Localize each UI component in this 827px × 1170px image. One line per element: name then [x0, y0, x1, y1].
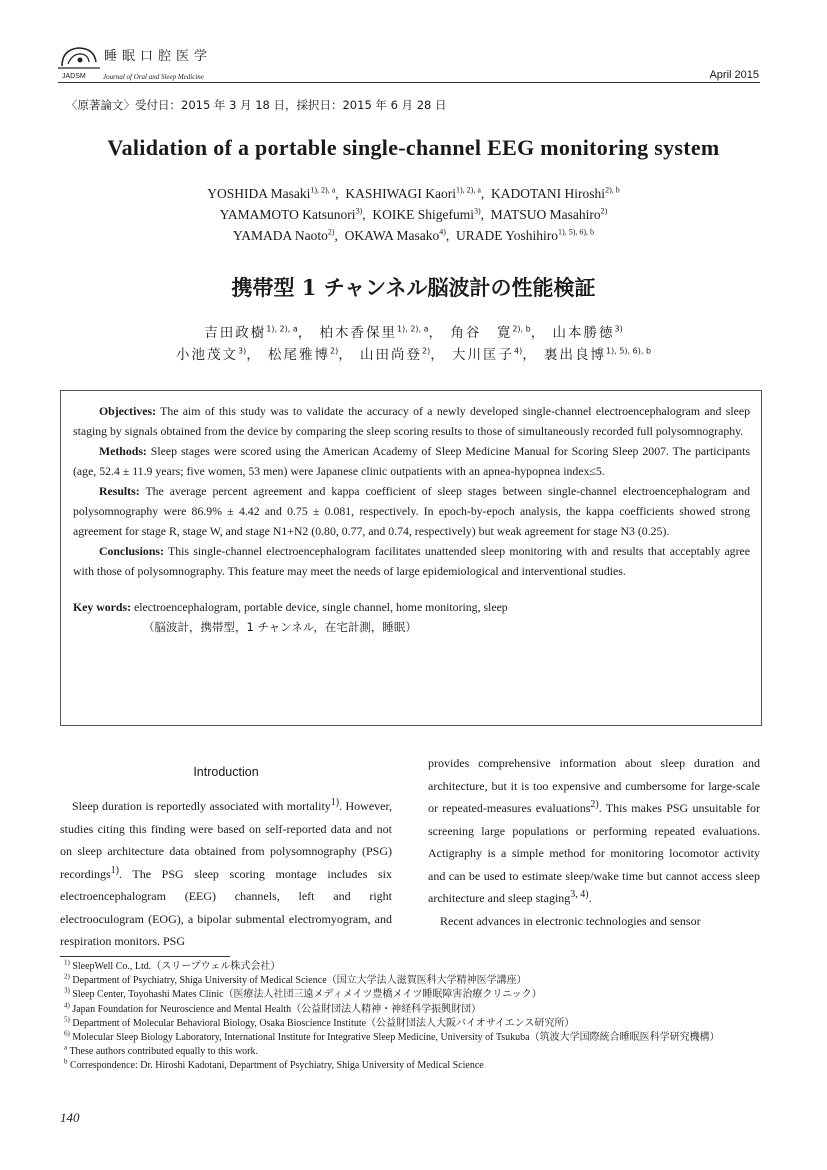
author-name: YAMAMOTO Katsunori: [219, 207, 356, 222]
author-name-jp: 大川匡子: [452, 347, 515, 363]
footnotes: [64, 960, 764, 1074]
author-affiliation: 2), b: [512, 324, 531, 334]
author-affiliation: 2): [330, 346, 339, 356]
footnote-text: SleepWell Co., Ltd.（スリープウェル株式会社）: [72, 961, 281, 972]
footnote: [64, 1045, 764, 1059]
citation: 2): [590, 799, 599, 810]
results-text: The average percent agreement and kappa coefficient of sleep stages between single-channel electroencephalogram and polysomnography were 86.9% ± 4.42 and 0.75 ± 0.081, respectively. In epoch-by-epoch analysis, the kappa coefficients showed strong agreement for stage R, stage W, and stage N1+N2 (0.80, 0.77, and 0.74, respectively) but weak agreement for stage N3 (0.25).: [73, 484, 750, 538]
author-line: YAMAMOTO Katsunori$^{3)}$, KOIKE Shigefumi$^{3)}$, MATSUO Masahiro$^{2)}$: [219, 206, 608, 222]
abstract-text: [73, 401, 750, 637]
author-name-jp: 小池茂文: [175, 347, 238, 363]
author-affiliation: 2): [422, 346, 431, 356]
footnote-text: Japan Foundation for Neuroscience and Mental Health（公益財団法人精神・神経科学振興財団）: [72, 1003, 482, 1015]
footnote-mark: 2): [64, 972, 70, 981]
journal-name-jp: 睡眠口腔医学: [104, 49, 213, 64]
footnote-mark: a: [64, 1043, 68, 1052]
body-paragraph: Recent advances in electronic technologies and sensor: [440, 913, 701, 928]
abstract-objectives: [73, 401, 750, 441]
footnote: [64, 1031, 764, 1045]
body-column-right: [428, 752, 760, 932]
author-name: YAMADA Naoto: [232, 228, 328, 243]
journal-abbreviation: JADSM: [62, 73, 86, 80]
author-name-jp: 松尾雅博: [268, 347, 330, 363]
keywords-text: electroencephalogram, portable device, single channel, home monitoring, sleep: [133, 600, 508, 614]
abstract-results: [73, 481, 750, 541]
paper-title-jp: 携帯型 1 チャンネル脳波計の性能検証: [231, 275, 596, 300]
citation: 1): [110, 864, 119, 876]
author-name: URADE Yoshihiro: [456, 228, 559, 243]
author-name: KADOTANI Hiroshi: [491, 186, 606, 201]
author-affiliation: 2), b: [605, 185, 620, 195]
footnote-mark: 3): [64, 987, 70, 996]
submission-dates: 〈原著論文〉受付日：2015 年 3 月 18 日，採択日：2015 年 6 月 28 日: [66, 98, 447, 112]
author-affiliation: 1), 5), 6), b: [606, 346, 652, 356]
body-paragraph: [60, 795, 392, 953]
footnote: [64, 1017, 764, 1031]
citation: 3, 4): [570, 889, 589, 900]
objectives-text: The aim of this study was to validate the accuracy of a newly developed single-channel electroencephalogram and sleep staging by signals obtained from the device by comparing the sleep scoring results to those of simultaneously recorded full polysomnography.: [73, 404, 750, 438]
citation: 1): [330, 797, 340, 808]
author-name: YOSHIDA Masaki: [207, 186, 311, 201]
keywords-label: Key words:: [73, 600, 131, 614]
journal-name-en: Journal of Oral and Sleep Medicine: [103, 73, 204, 81]
conclusions-text: This single-channel electroencephalogram facilitates unattended sleep monitoring with and results that acceptably agree with those of polysomnography. This feature may meet the needs of large epidemiological and interventional studies.: [73, 544, 750, 578]
abstract-keywords-jp: （脳波計，携帯型，1 チャンネル，在宅計測，睡眠）: [143, 620, 417, 634]
issue-date: April 2015: [709, 69, 759, 81]
author-name: OKAWA Masako: [344, 228, 440, 243]
body-text: provides comprehensive information about sleep duration and architecture, but it is too expensive and cumbersome for large-scale or repeated-measures evaluations: [428, 756, 760, 815]
journal-logo-icon: [58, 42, 100, 72]
author-name-jp: 山本勝徳: [552, 325, 615, 341]
page-number: 140: [60, 1110, 80, 1125]
paper-title: Validation of a portable single-channel EEG monitoring system: [107, 135, 720, 160]
author-name-jp: 吉田政樹: [204, 325, 267, 341]
footnote-text: Department of Psychiatry, Shiga University of Medical Science（国立大学法人滋賀医科大学精神医学講座）: [72, 975, 527, 987]
footnote: [64, 1059, 764, 1073]
footnote-text: Correspondence: Dr. Hiroshi Kadotani, Department of Psychiatry, Shiga University of Medical Science: [70, 1060, 484, 1072]
author-affiliation: 1), 2), a: [266, 324, 298, 334]
methods-label: Methods:: [99, 444, 147, 458]
footnote: [64, 960, 764, 974]
body-text: Sleep duration is reportedly associated with mortality: [72, 799, 331, 813]
footnote: [64, 1003, 764, 1017]
author-affiliation: 1), 2), a: [310, 185, 336, 195]
body-text: . The PSG sleep scoring montage includes six electroencephalogram (EEG) channels, left and right electrooculogram (EOG), a bipolar submental electromyogram, and respiration monitors. PSG: [60, 866, 392, 948]
author-line: YOSHIDA Masaki$^{1), 2), a}$, KASHIWAGI Kaori$^{1), 2), a}$, KADOTANI Hiroshi$^{2), b}$: [207, 185, 620, 201]
footnote-text: These authors contributed equally to this work.: [69, 1046, 259, 1058]
abstract-methods: [73, 441, 750, 481]
author-line: YAMADA Naoto$^{2)}$, OKAWA Masako$^{4)}$, URADE Yoshihiro$^{1), 5), 6), b}$: [232, 227, 595, 243]
objectives-label: Objectives:: [99, 404, 156, 418]
abstract-box: [60, 390, 762, 726]
body-column-left: [60, 795, 392, 953]
header-rule: [58, 82, 760, 83]
author-line-jp: 吉田政樹$^{1), 2), a}$， 柏木香保里$^{1), 2), a}$， 角谷 寛$^{2), b}$， 山本勝徳$^{3)}$: [204, 324, 623, 341]
footnote-text: Sleep Center, Toyohashi Mates Clinic（医療法人社団三遠メディメイツ豊橋メイツ睡眠障害治療クリニック）: [72, 989, 542, 1001]
footnote-mark: 1): [64, 958, 70, 967]
conclusions-label: Conclusions:: [99, 544, 164, 558]
footnote-mark: 5): [64, 1015, 70, 1024]
body-paragraph: [428, 752, 760, 910]
author-affiliation: 3): [473, 206, 481, 216]
footnote-mark: b: [64, 1058, 68, 1067]
footnote: [64, 974, 764, 988]
section-heading-introduction: Introduction: [193, 765, 259, 779]
author-name-jp: 山田尚登: [360, 347, 423, 363]
footnote-mark: 4): [64, 1001, 70, 1010]
abstract-conclusions: [73, 541, 750, 581]
author-affiliation: 2): [600, 206, 608, 216]
footnote-text: Molecular Sleep Biology Laboratory, International Institute for Integrative Sleep Medicine, University of Tsukuba（筑波大学国際統合睡眠医科学研究機構）: [72, 1032, 720, 1044]
methods-text: Sleep stages were scored using the American Academy of Sleep Medicine Manual for Scoring Sleep 2007. The participants (age, 52.4 ± 11.9 years; five women, 53 men) were Japanese clinic outpatients with an apnea-hypopnea index≤5.: [73, 444, 750, 478]
footnote-rule: [60, 956, 230, 957]
author-affiliation: 2): [327, 227, 335, 237]
author-name-jp: 柏木香保里: [319, 325, 398, 341]
author-name-jp: 裏出良博: [544, 347, 607, 363]
author-list: [60, 183, 767, 246]
author-name: MATSUO Masahiro: [490, 207, 601, 222]
results-label: Results:: [99, 484, 140, 498]
body-text: . This makes PSG unsuitable for screening large populations or performing repeated evaluations. Actigraphy is a simple method for monitoring locomotor activity and can be used to estimate sleep/wake time but cannot access sleep architecture and sleep staging: [428, 801, 760, 905]
author-affiliation: 1), 2), a: [397, 324, 429, 334]
footnote-text: Department of Molecular Behavioral Biology, Osaka Bioscience Institute（公益財団法人大阪バイオサイエンス研究所）: [72, 1017, 575, 1029]
author-affiliation: 3): [614, 324, 623, 334]
body-text: .: [588, 891, 592, 905]
author-affiliation: 1), 2), a: [456, 185, 481, 195]
footnote: [64, 988, 764, 1002]
author-affiliation: 3): [237, 346, 247, 356]
abstract-keywords: [73, 597, 750, 617]
footnote-mark: 6): [64, 1029, 70, 1038]
author-list-jp: [60, 322, 767, 366]
author-line-jp: 小池茂文$^{3)}$， 松尾雅博$^{2)}$， 山田尚登$^{2)}$， 大川匡子$^{4)}$， 裏出良博$^{1), 5), 6), b}$: [175, 346, 652, 363]
author-affiliation: 4): [514, 346, 523, 356]
body-text: . However, studies citing this finding were based on self-reported data and not on sleep architecture data obtained from polysomnography (PSG) recordings: [60, 799, 393, 881]
author-name: KASHIWAGI Kaori: [345, 186, 456, 201]
author-affiliation: 1), 5), 6), b: [558, 227, 595, 237]
author-name: KOIKE Shigefumi: [372, 207, 474, 222]
author-name-jp: 角谷 寛: [450, 325, 513, 341]
author-affiliation: 4): [439, 227, 446, 237]
author-affiliation: 3): [355, 206, 363, 216]
